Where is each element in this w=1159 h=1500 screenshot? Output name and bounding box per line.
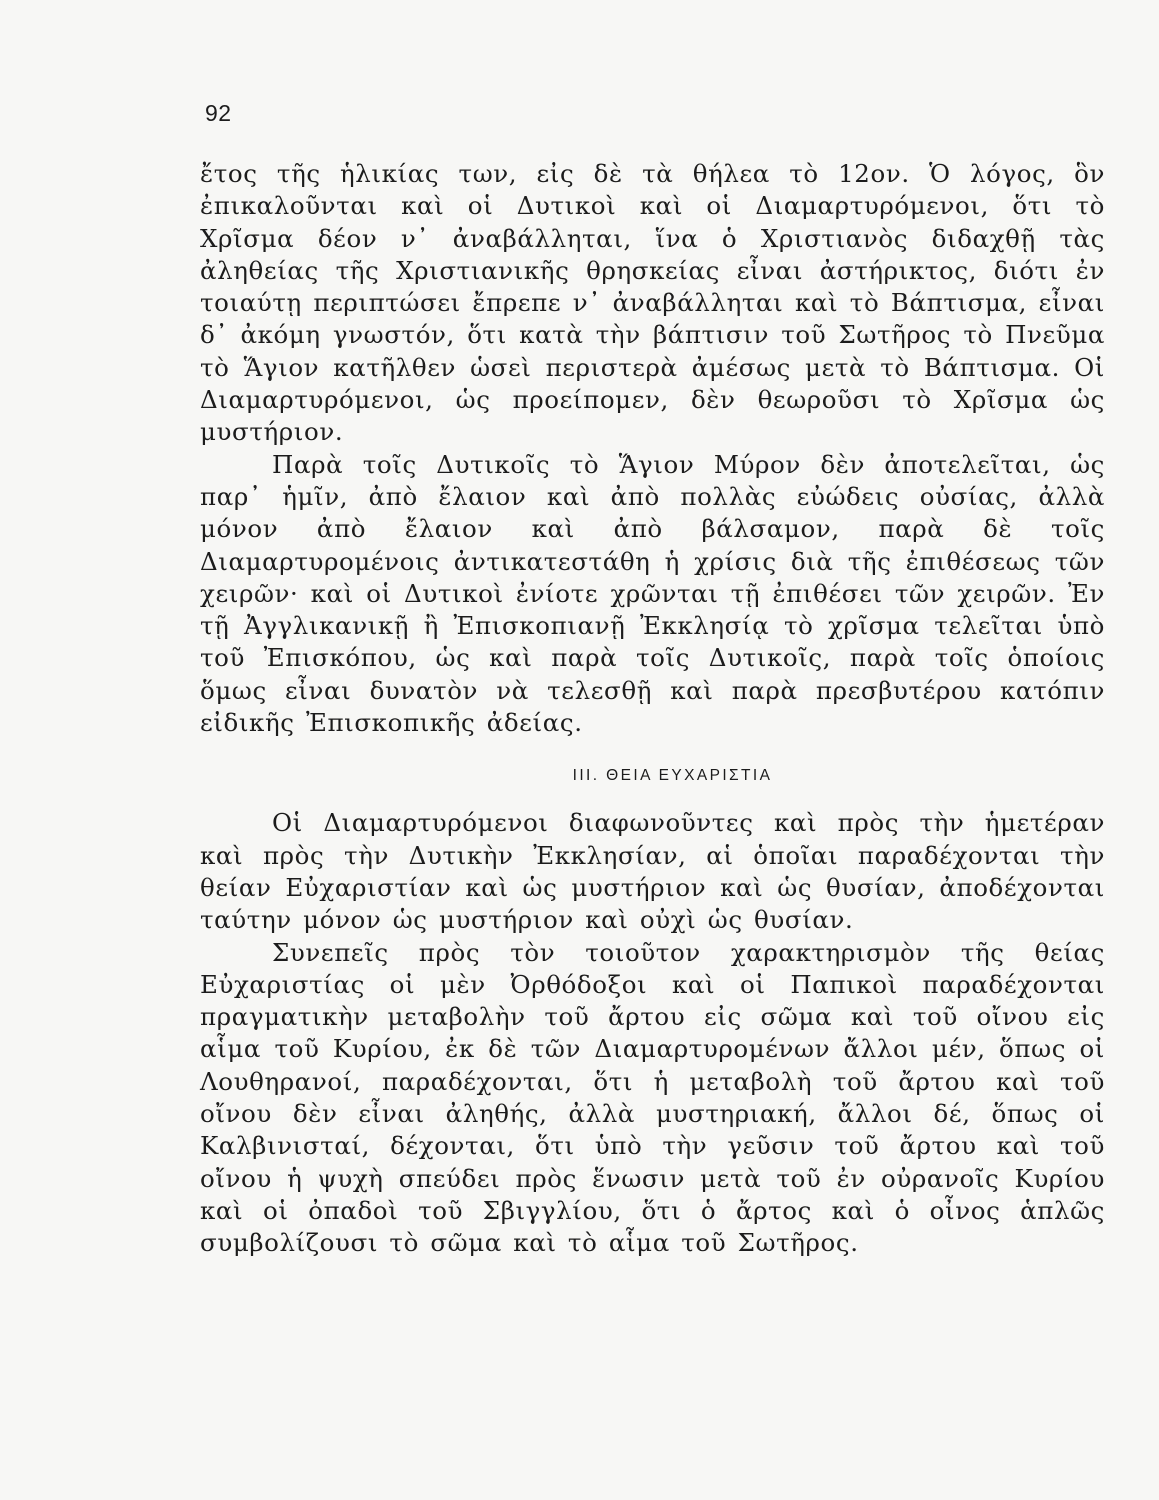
section-heading: III. ΘΕΙΑ ΕΥΧΑΡΙΣΤΙΑ: [572, 767, 773, 785]
paragraph-holy-myron: Παρὰ τοῖς Δυτικοῖς τὸ Ἅγιον Μύρον δὲν ἀποτελεῖται, ὡς παρ᾽ ἡμῖν, ἀπὸ ἔλαιον καὶ ἀπὸ πολλὰς εὐώδεις οὐσίας, ἀλλὰ μόνον ἀπὸ ἔλαιον καὶ ἀπὸ βάλσαμον, παρὰ δὲ τοῖς Διαμαρτυρομένοις ἀντικατεστάθη ἡ χρίσις διὰ τῆς ἐπιθέσεως τῶν χειρῶν· καὶ οἱ Δυτικοὶ ἐνίοτε χρῶνται τῇ ἐπιθέσει τῶν χειρῶν. Ἐν τῇ Ἀγγλικανικῇ ἢ Ἐπισκοπιανῇ Ἐκκλησίᾳ τὸ χρῖσμα τελεῖται ὑπὸ τοῦ Ἐπισκόπου, ὡς καὶ παρὰ τοῖς Δυτικοῖς, παρὰ τοῖς ὁποίοις ὅμως εἶναι δυνατὸν νὰ τελεσθῇ καὶ παρὰ πρεσβυτέρου κατόπιν εἰδικῆς Ἐπισκοπικῆς ἀδείας.: [200, 449, 1105, 738]
paragraph-eucharist-intro: Οἱ Διαμαρτυρόμενοι διαφωνοῦντες καὶ πρὸς τὴν ἡμετέραν καὶ πρὸς τὴν Δυτικὴν Ἐκκλησίαν, αἱ ὁποῖαι παραδέχονται τὴν θείαν Εὐχαριστίαν καὶ ὡς μυστήριον καὶ ὡς θυσίαν, ἀποδέχονται ταύτην μόνον ὡς μυστήριον καὶ οὐχὶ ὡς θυσίαν.: [200, 808, 1105, 935]
paragraph-eucharist-views: Συνεπεῖς πρὸς τὸν τοιοῦτον χαρακτηρισμὸν τῆς θείας Εὐχαριστίας οἱ μὲν Ὀρθόδοξοι καὶ οἱ Παπικοὶ παραδέχονται πραγματικὴν μεταβολὴν τοῦ ἄρτου εἰς σῶμα καὶ τοῦ οἴνου εἰς αἷμα τοῦ Κυρίου, ἐκ δὲ τῶν Διαμαρτυρομένων ἄλλοι μέν, ὅπως οἱ Λουθηρανοί, παραδέχονται, ὅτι ἡ μεταβολὴ τοῦ ἄρτου καὶ τοῦ οἴνου δὲν εἶναι ἀληθής, ἀλλὰ μυστηριακή, ἄλλοι δέ, ὅπως οἱ Καλβινισταί, δέχονται, ὅτι ὑπὸ τὴν γεῦσιν τοῦ ἄρτου καὶ τοῦ οἴνου ἡ ψυχὴ σπεύδει πρὸς ἕνωσιν μετὰ τοῦ ἐν οὐρανοῖς Κυρίου καὶ οἱ ὀπαδοὶ τοῦ Σβιγγλίου, ὅτι ὁ ἄρτος καὶ ὁ οἶνος ἁπλῶς συμβολίζουσι τὸ σῶμα καὶ τὸ αἷμα τοῦ Σωτῆρος.: [200, 937, 1105, 1258]
paragraph-continuation: ἔτος τῆς ἡλικίας των, εἰς δὲ τὰ θήλεα τὸ 12ον. Ὁ λόγος, ὃν ἐπικαλοῦνται καὶ οἱ Δυτικοὶ καὶ οἱ Διαμαρτυρόμενοι, ὅτι τὸ Χρῖσμα δέον ν᾽ ἀναβάλληται, ἵνα ὁ Χριστιανὸς διδαχθῇ τὰς ἀληθείας τῆς Χριστιανικῆς θρησκείας εἶναι ἀστήρικτος, διότι ἐν τοιαύτῃ περιπτώσει ἔπρεπε ν᾽ ἀναβάλληται καὶ τὸ Βάπτισμα, εἶναι δ᾽ ἀκόμη γνωστόν, ὅτι κατὰ τὴν βάπτισιν τοῦ Σωτῆρος τὸ Πνεῦμα τὸ Ἅγιον κατῆλθεν ὡσεὶ περιστερὰ ἀμέσως μετὰ τὸ Βάπτισμα. Οἱ Διαμαρτυρόμενοι, ὡς προείπομεν, δὲν θεωροῦσι τὸ Χρῖσμα ὡς μυστήριον.: [200, 159, 1105, 447]
body-text: [200, 158, 1105, 1260]
page-number: 92: [205, 100, 232, 126]
